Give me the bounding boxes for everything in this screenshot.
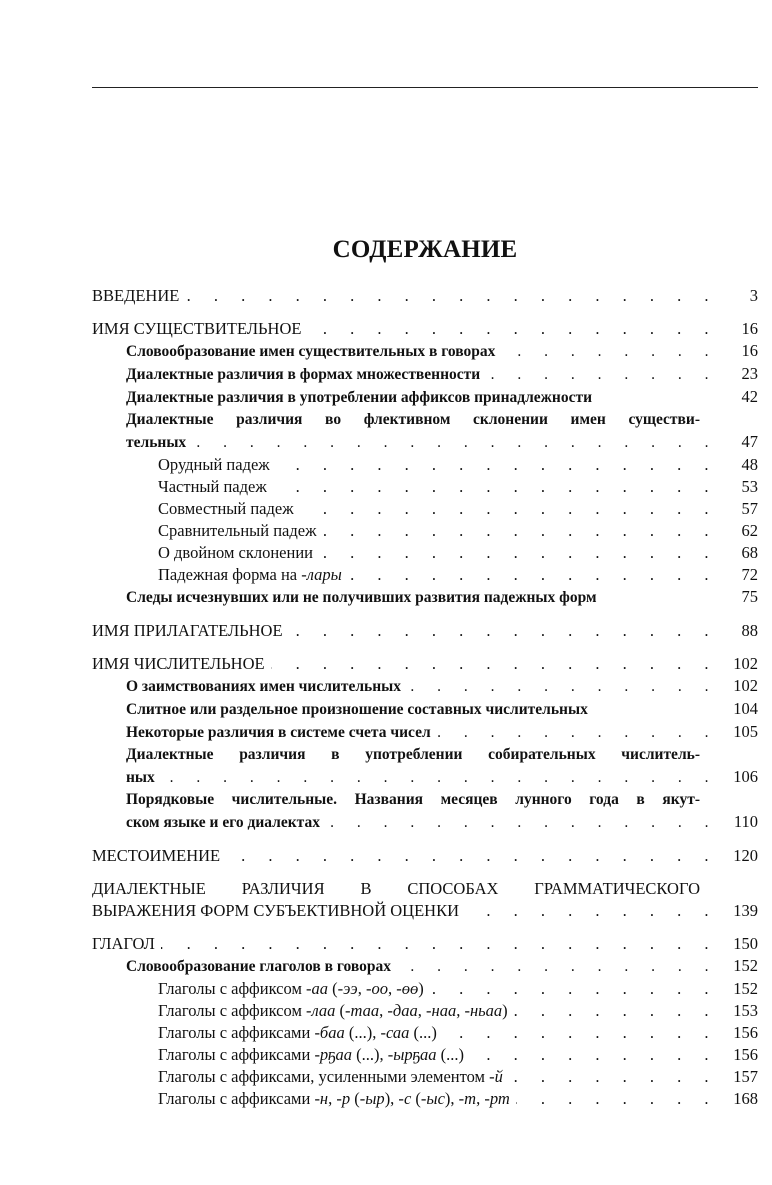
toc-entry-text: ВВЕДЕНИЕ (92, 286, 180, 305)
toc-entry-title (126, 587, 597, 609)
toc-entry-text: Диалектные различия во флективном склонении имен существи- (126, 411, 700, 428)
toc-entry-title (92, 285, 179, 307)
toc-entry[interactable] (92, 1066, 758, 1088)
toc-entry[interactable] (92, 363, 758, 386)
toc-page-number: 139 (733, 901, 758, 920)
toc-entry-text: (- (335, 1001, 351, 1020)
toc-entry-text: Глаголы с аффиксом (158, 1001, 307, 1020)
toc-entry-text: , - (417, 1001, 432, 1020)
toc-entry-text: ИМЯ ПРИЛАГАТЕЛЬНОЕ (92, 621, 283, 640)
toc-entry-title (126, 812, 320, 834)
toc-entry-affix: -рҕаа (314, 1045, 353, 1064)
toc-entry-text: ) (502, 1001, 508, 1020)
dot-leader (397, 956, 718, 978)
toc-entry-title (126, 956, 391, 978)
dot-leader (319, 542, 718, 564)
toc-page-number: 62 (741, 521, 758, 540)
toc-page-number: 16 (741, 341, 758, 360)
page-title: СОДЕРЖАНИЕ (332, 236, 518, 263)
toc-entry-title (126, 341, 495, 363)
toc-entry-text: ГЛАГОЛ (92, 934, 155, 953)
toc-entry-title (92, 845, 220, 867)
toc-entry-text: , - (328, 1089, 342, 1108)
toc-entry-text: Диалектные различия в формах множественности (126, 366, 481, 383)
toc-entry-text: О заимствованиях имен числительных (126, 678, 402, 695)
table-of-contents (92, 285, 758, 1110)
toc-entry-title (92, 620, 283, 642)
toc-entry-affix: таа (350, 1001, 380, 1020)
toc-entry-text: ском языке и его диалектах (126, 814, 320, 831)
toc-entry-affix: ырҕаа (393, 1045, 437, 1064)
toc-entry-text: Глаголы с аффиксами (158, 1089, 315, 1108)
toc-entry[interactable] (92, 409, 758, 454)
toc-page-number: 57 (741, 499, 758, 518)
toc-entry-affix: даа (392, 1001, 418, 1020)
toc-page-number: 156 (733, 1023, 758, 1042)
toc-entry-text: ВЫРАЖЕНИЯ ФОРМ СУБЪЕКТИВНОЙ ОЦЕНКИ (92, 901, 459, 920)
toc-page-number: 23 (741, 364, 758, 383)
toc-entry[interactable] (92, 955, 758, 978)
dot-leader (273, 476, 718, 498)
toc-page-number: 75 (741, 587, 758, 606)
toc-entry-affix: с (403, 1089, 412, 1108)
toc-entry-affix: -н (314, 1089, 329, 1108)
toc-page-number: 105 (733, 722, 758, 741)
toc-page-number: 168 (733, 1089, 758, 1108)
toc-page-number: 106 (733, 767, 758, 786)
toc-entry-text: Глаголы с аффиксом (158, 979, 307, 998)
toc-entry[interactable] (92, 1022, 758, 1044)
toc-page-number: 47 (741, 432, 758, 451)
toc-entry[interactable] (92, 386, 758, 409)
dot-leader (348, 564, 718, 586)
toc-entry[interactable] (92, 653, 758, 675)
toc-entry-text: Следы исчезнувших или не получивших развития падежных форм (126, 589, 597, 606)
toc-entry-text: Словообразование глаголов в говорах (126, 958, 391, 975)
toc-entry-text: Диалектные различия в употреблении аффиксов принадлежности (126, 389, 593, 406)
toc-entry-text: Слитное или раздельное произношение составных числительных (126, 701, 588, 718)
toc-entry-affix: саа (385, 1023, 410, 1042)
toc-entry[interactable] (92, 978, 758, 1000)
toc-entry[interactable] (92, 1044, 758, 1066)
toc-entry-affix: наа (431, 1001, 457, 1020)
toc-entry-affix: оо (371, 979, 388, 998)
dot-leader (307, 318, 718, 340)
toc-entry-title (126, 699, 588, 721)
toc-entry-title (158, 498, 294, 520)
toc-entry[interactable] (92, 1000, 758, 1022)
toc-page-number: 88 (741, 621, 758, 640)
dot-leader (300, 498, 718, 520)
dot-leader (326, 812, 718, 834)
toc-entry[interactable] (92, 285, 758, 307)
toc-entry-affix: ыс (426, 1089, 445, 1108)
toc-entry-text: Некоторые различия в системе счета чисел (126, 724, 431, 741)
toc-entry-affix: -й (489, 1067, 503, 1086)
toc-entry-text: , - (379, 1001, 393, 1020)
toc-entry-text: Диалектные различия в употреблении собирательных числитель- (126, 746, 700, 763)
toc-entry-title (92, 318, 301, 340)
toc-entry[interactable] (92, 498, 758, 520)
toc-entry-text: Глаголы с аффиксами, усиленными элементом (158, 1067, 490, 1086)
dot-leader (271, 653, 718, 675)
dot-leader (443, 1022, 718, 1044)
toc-entry-text: (- (328, 979, 344, 998)
toc-page-number: 104 (733, 699, 758, 718)
toc-entry-text: ), - (384, 1089, 404, 1108)
toc-entry-affix: ыр (365, 1089, 385, 1108)
dot-leader (430, 978, 718, 1000)
dot-leader (192, 432, 718, 454)
toc-entry-title (158, 564, 342, 586)
dot-leader (501, 341, 718, 363)
toc-entry-text: (...), - (344, 1023, 386, 1042)
toc-entry[interactable] (92, 318, 758, 340)
toc-entry-affix: -баа (314, 1023, 345, 1042)
toc-entry-title (158, 476, 267, 498)
toc-entry-text: ), - (444, 1089, 465, 1108)
dot-leader (276, 454, 718, 476)
toc-entry-text: Сравнительный падеж (158, 521, 317, 540)
toc-entry[interactable] (92, 454, 758, 476)
toc-entry-text: ИМЯ СУЩЕСТВИТЕЛЬНОЕ (92, 319, 302, 338)
toc-entry-text: (...) (409, 1023, 437, 1042)
toc-page-number: 156 (733, 1045, 758, 1064)
toc-entry[interactable] (92, 721, 758, 744)
toc-entry-affix: ээ (343, 979, 358, 998)
toc-entry-title (158, 520, 316, 542)
toc-entry-text: Глаголы с аффиксами (158, 1023, 315, 1042)
toc-entry[interactable] (92, 845, 758, 867)
toc-page-number: 72 (741, 565, 758, 584)
toc-entry-text: Орудный падеж (158, 455, 270, 474)
toc-entry-title (158, 1022, 437, 1044)
dot-leader (161, 933, 718, 955)
toc-entry-title-line (126, 744, 758, 766)
toc-entry-title-line (92, 878, 758, 900)
toc-entry[interactable] (92, 340, 758, 363)
toc-entry-text: (- (350, 1089, 366, 1108)
toc-entry-title (158, 1066, 503, 1088)
toc-page-number: 150 (733, 934, 758, 953)
toc-entry-text: (...), - (352, 1045, 394, 1064)
toc-entry-text: (- (411, 1089, 427, 1108)
toc-entry-title (92, 653, 265, 675)
toc-page-number: 3 (749, 286, 758, 305)
toc-entry[interactable] (92, 476, 758, 498)
toc-entry-title (92, 933, 155, 955)
toc-entry-title-line (126, 789, 758, 811)
toc-entry-title (126, 767, 155, 789)
dot-leader (514, 1000, 718, 1022)
toc-entry-title-line (126, 409, 758, 431)
toc-page-number: 102 (733, 676, 758, 695)
toc-entry-affix: ньаа (469, 1001, 503, 1020)
dot-leader (407, 676, 718, 698)
toc-entry-title (126, 722, 431, 744)
toc-entry-text: тельных (126, 434, 187, 451)
dot-leader (470, 1044, 718, 1066)
toc-page-number: 102 (733, 654, 758, 673)
dot-leader (161, 767, 718, 789)
toc-entry-title (126, 676, 401, 698)
toc-entry-text: МЕСТОИМЕНИЕ (92, 846, 221, 865)
toc-entry[interactable] (92, 620, 758, 642)
toc-entry[interactable] (92, 933, 758, 955)
toc-entry-title (158, 454, 270, 476)
toc-entry-text: , - (387, 979, 402, 998)
header-rule (92, 87, 758, 88)
toc-entry[interactable] (92, 542, 758, 564)
toc-entry[interactable] (92, 586, 758, 609)
toc-entry-title (158, 542, 313, 564)
toc-entry-affix: өө (401, 979, 419, 998)
dot-leader (509, 1066, 718, 1088)
toc-entry-title (126, 387, 592, 409)
dot-leader (437, 722, 718, 744)
toc-entry[interactable] (92, 564, 758, 586)
dot-leader (465, 900, 718, 922)
toc-entry-text: ИМЯ ЧИСЛИТЕЛЬНОЕ (92, 654, 265, 673)
toc-entry[interactable] (92, 744, 758, 789)
toc-entry-text: ДИАЛЕКТНЫЕ РАЗЛИЧИЯ В СПОСОБАХ ГРАММАТИЧЕСКОГО (92, 879, 700, 898)
toc-entry-text: ) (418, 979, 424, 998)
toc-page-number: 68 (741, 543, 758, 562)
toc-entry-affix: -лары (301, 565, 342, 584)
toc-entry[interactable] (92, 675, 758, 698)
dot-leader (289, 620, 718, 642)
toc-page-number: 152 (733, 979, 758, 998)
toc-entry-title (158, 1088, 510, 1110)
dot-leader (226, 845, 718, 867)
toc-entry[interactable] (92, 1088, 758, 1110)
toc-page-number: 153 (733, 1001, 758, 1020)
toc-entry[interactable] (92, 520, 758, 542)
dot-leader (322, 520, 718, 542)
toc-entry-title (158, 978, 424, 1000)
toc-entry-affix: -лаа (306, 1001, 336, 1020)
dot-leader (185, 285, 718, 307)
toc-entry-text: ных (126, 769, 155, 786)
toc-entry-text: , - (456, 1001, 470, 1020)
toc-page-number: 48 (741, 455, 758, 474)
toc-page-number: 120 (733, 846, 758, 865)
toc-entry-affix: т (464, 1089, 477, 1108)
toc-page-number: 152 (733, 956, 758, 975)
toc-entry[interactable] (92, 698, 758, 721)
toc-entry-title (126, 432, 186, 454)
toc-entry-text: Падежная форма на (158, 565, 302, 584)
toc-entry-text: Совместный падеж (158, 499, 294, 518)
toc-entry-text: О двойном склонении (158, 543, 313, 562)
toc-entry-text: Порядковые числительные. Названия месяцев лунного года в якут- (126, 791, 700, 808)
toc-page-number: 16 (741, 319, 758, 338)
toc-entry-affix: рт (489, 1089, 510, 1108)
toc-entry-text: Словообразование имен существительных в говорах (126, 343, 496, 360)
toc-page-number: 42 (741, 387, 758, 406)
toc-entry-title (126, 364, 480, 386)
toc-entry[interactable] (92, 789, 758, 834)
toc-page-number: 157 (733, 1067, 758, 1086)
toc-entry[interactable] (92, 878, 758, 922)
toc-page-number: 110 (733, 812, 758, 831)
toc-entry-title (158, 1044, 464, 1066)
dot-leader (486, 364, 718, 386)
toc-entry-text: Глаголы с аффиксами (158, 1045, 315, 1064)
toc-page-number: 53 (741, 477, 758, 496)
toc-entry-affix: -аа (306, 979, 329, 998)
toc-entry-affix: р (341, 1089, 351, 1108)
toc-entry-text: (...) (436, 1045, 465, 1064)
toc-entry-text: , - (476, 1089, 490, 1108)
toc-entry-text: , - (357, 979, 372, 998)
dot-leader (516, 1088, 718, 1110)
toc-entry-title (158, 1000, 508, 1022)
toc-entry-text: Частный падеж (158, 477, 267, 496)
toc-entry-title (92, 900, 459, 922)
